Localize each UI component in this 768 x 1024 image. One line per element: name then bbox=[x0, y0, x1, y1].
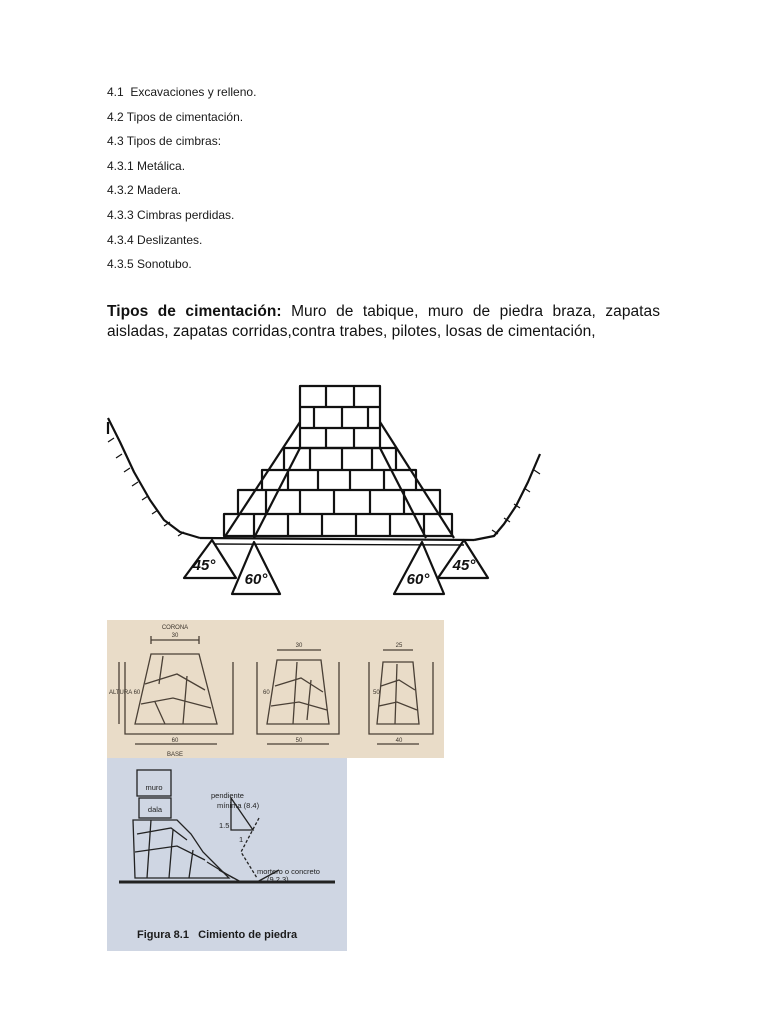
section-label: 60 bbox=[171, 738, 179, 744]
toc-item: 4.3.2 Madera. bbox=[107, 183, 182, 198]
dala-label: dala bbox=[147, 805, 163, 814]
section-label: 30 bbox=[295, 643, 303, 649]
section-label: 30 bbox=[171, 633, 179, 639]
slope-title: pendiente bbox=[211, 791, 244, 800]
section-label: ALTURA 60 bbox=[109, 690, 141, 696]
figure-caption: Figura 8.1 Cimiento de piedra bbox=[137, 929, 298, 941]
toc-item: 4.3.1 Metálica. bbox=[107, 158, 186, 173]
toc-item: 4.3.4 Deslizantes. bbox=[107, 232, 203, 247]
toc-item: 4.3.3 Cimbras perdidas. bbox=[107, 207, 235, 222]
mortar-label: mortero o concreto bbox=[257, 867, 320, 876]
slope-subtitle: mínima (8.4) bbox=[217, 801, 260, 810]
angle-label: 60° bbox=[244, 571, 268, 588]
section-label: CORONA bbox=[161, 625, 189, 631]
slope-run: 1 bbox=[239, 835, 244, 844]
section-label: 40 bbox=[395, 738, 403, 744]
stone-sections-drawing bbox=[107, 620, 444, 758]
toc-item: 4.1 Excavaciones y relleno. bbox=[107, 85, 257, 99]
toc-item: 4.3 Tipos de cimbras: bbox=[107, 134, 222, 149]
paragraph-body: Muro de tabique, muro de piedra braza, zapatas aisladas, zapatas corridas,contra trabes, pilotes, losas de cimentación, bbox=[107, 303, 660, 340]
section-label: 50 bbox=[373, 690, 380, 696]
section-label: 60 bbox=[263, 690, 270, 696]
angle-label: 45° bbox=[452, 557, 476, 574]
slope-rise: 1.5 bbox=[219, 821, 230, 830]
angle-label: 60° bbox=[406, 571, 430, 588]
table-of-contents bbox=[107, 80, 256, 277]
muro-label: muro bbox=[145, 783, 163, 792]
brick-foundation-drawing bbox=[104, 382, 548, 600]
paragraph-heading: Tipos de cimentación: bbox=[107, 303, 282, 320]
section-label: 50 bbox=[295, 738, 303, 744]
mortar-ref: (9.2.3) bbox=[267, 875, 289, 884]
angle-label: 45° bbox=[192, 557, 216, 574]
toc-item: 4.2 Tipos de cimentación. bbox=[107, 109, 244, 124]
section-label: BASE bbox=[166, 752, 184, 758]
section-label: 25 bbox=[395, 643, 403, 649]
toc-item: 4.3.5 Sonotubo. bbox=[107, 257, 192, 272]
foundation-types-paragraph bbox=[107, 302, 660, 342]
stone-foundation-detail bbox=[107, 758, 347, 951]
